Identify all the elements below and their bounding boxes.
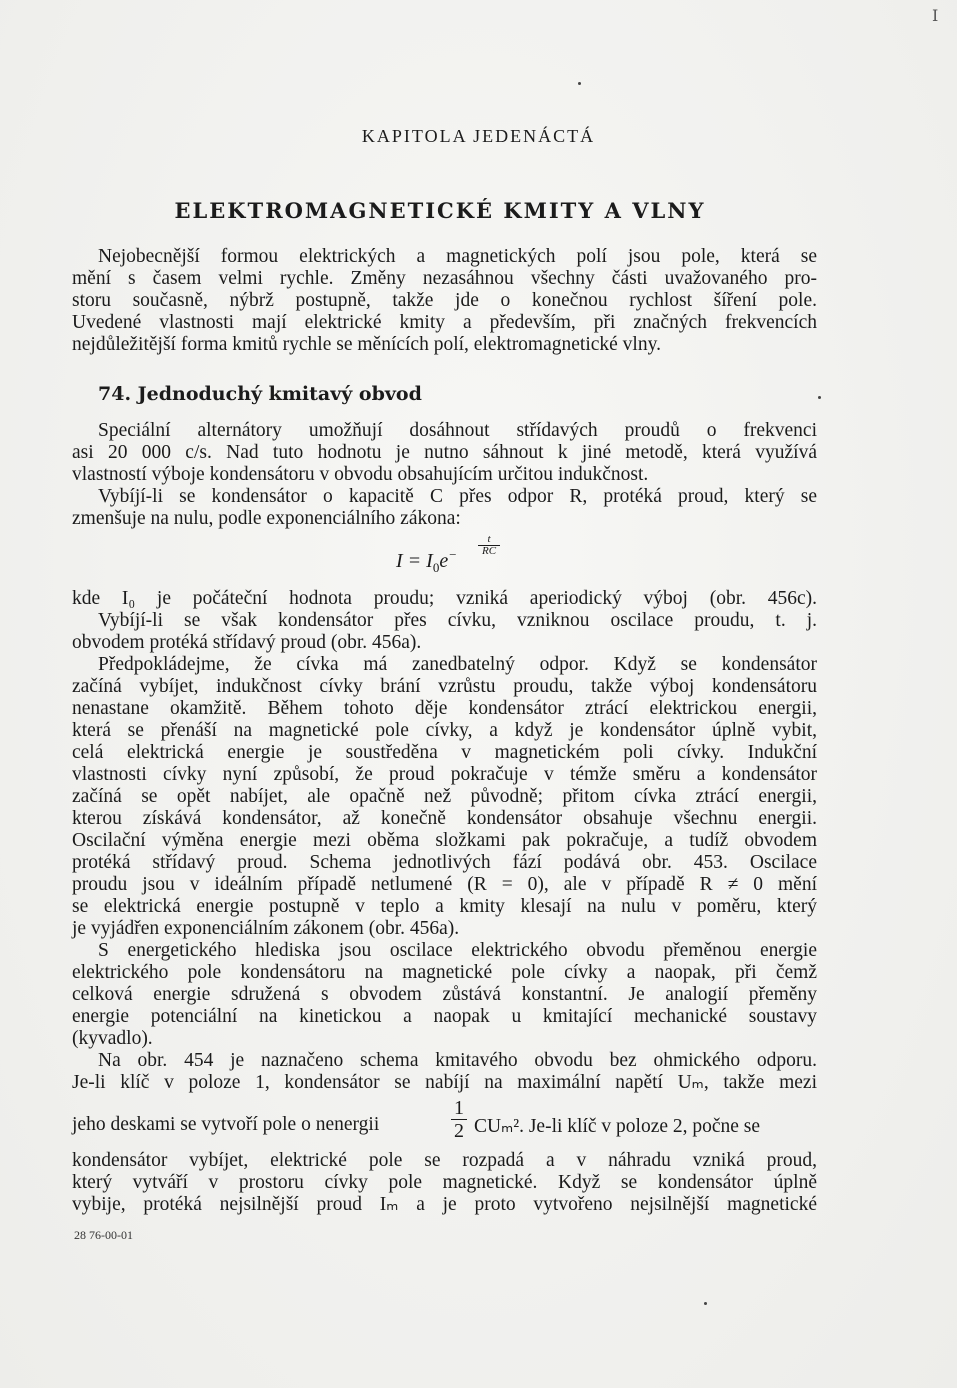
text-line: která se přenáší na magnetické pole cívky, a když je kondensátor úplně vybit, [72, 720, 817, 741]
formula-lhs: I = I [396, 550, 433, 572]
text-line: Oscilační výměna energie mezi oběma složkami pak pokračuje, a tudíž obvodem [72, 830, 817, 851]
text-line: obvodem protéká střídavý proud (obr. 456a). [72, 632, 422, 653]
section-heading: 74. Jednoduchý kmitavý obvod [98, 383, 422, 405]
text-line: který vytváří v prostoru cívky pole magnetické. Když se kondensátor úplně [72, 1172, 817, 1193]
energy-text-after: CUₘ². Je-li klíč v poloze 2, počne se [474, 1116, 761, 1137]
text-line: storu současně, nýbrž postupně, takže jde o konečnou rychlost šíření pole. [72, 290, 817, 311]
text-line: je vyjádřen exponenciálním zákonem (obr. 456a). [72, 918, 460, 939]
half-numerator: 1 [454, 1097, 464, 1119]
text-line: vlastností výboje kondensátoru v obvodu obsahujícím určitou indukčnost. [72, 464, 649, 485]
scan-speck [704, 1302, 707, 1305]
formula-base: e [439, 550, 449, 572]
text-line: proudu jsou v ideálním případě netlumené (R = 0), ale v případě R ≠ 0 mění [72, 874, 817, 895]
paragraph [72, 588, 817, 1094]
formula-numerator: t [487, 533, 491, 545]
text-line: Vybíjí-li se kondensátor o kapacitě C přes odpor R, protéká proud, který se [98, 486, 817, 507]
text-line: vybije, protéká nejsilnější proud Iₘ a je proto vytvořeno nejsilnější magnetické [72, 1194, 817, 1215]
text-line: kondensátor vybíjet, elektrické pole se rozpadá a v náhradu vzniká proud, [72, 1150, 817, 1171]
chapter-heading: KAPITOLA JEDENÁCTÁ [361, 126, 596, 146]
text-line: celá elektrická energie je soustředěna v magnetickém poli cívky. Indukční [72, 742, 817, 763]
text-line: celková energie sdružená s obvodem zůstává konstantní. Je analogií přeměny [72, 984, 817, 1005]
formula-denominator: RC [478, 545, 500, 557]
paragraph [72, 420, 817, 530]
text-line: mění s časem velmi rychle. Změny nezasáhnou všechny části uvažovaného pro- [72, 268, 817, 289]
formula-exponent-sign: − [448, 547, 457, 562]
paragraph [72, 1150, 817, 1216]
chapter-title: ELEKTROMAGNETICKÉ KMITY A VLNY [174, 198, 706, 223]
text-line: asi 20 000 c/s. Nad tuto hodnotu je nutno sáhnout k jiné metodě, která využívá [72, 442, 817, 463]
text-line: se elektrická energie postupně v teplo a kmity klesají na nulu v poměru, který [72, 896, 817, 917]
text-line: S energetického hlediska jsou oscilace elektrického obvodu přeměnou energie [98, 940, 817, 961]
half-fraction [451, 1097, 467, 1142]
text-line: kterou získává kondensátor, až konečně kondensátor obsahuje všechnu energii. [72, 808, 817, 829]
text-line: elektrického pole kondensátoru na magnetické pole cívky a naopak, při čemž [72, 962, 817, 983]
scan-speck [818, 396, 821, 399]
printer-mark: 28 76-00-01 [74, 1228, 133, 1242]
text-line: začíná se opět nabíjet, ale opačně než původně; přitom cívka ztrácí energii, [72, 786, 817, 807]
text-line: Vybíjí-li se však kondensátor přes cívku, vzniknou oscilace proudu, t. j. [98, 610, 817, 631]
text-line: Uvedené vlastnosti mají elektrické kmity a především, při značných frekvencích [72, 312, 817, 333]
text-line: vlastnosti cívky nyní způsobí, že proud pokračuje v témže směru a kondensátor [72, 764, 817, 785]
half-denominator: 2 [451, 1119, 467, 1142]
text-line: kde I₀ je počáteční hodnota proudu; vzniká aperiodický výboj (obr. 456c). [72, 588, 817, 609]
text-line: (kyvadlo). [72, 1028, 153, 1049]
text-line: protéká střídavý proud. Schema jednotlivých fází podává obr. 453. Oscilace [72, 852, 817, 873]
scan-speck [578, 82, 581, 85]
text-line: začíná vybíjet, indukčnost cívky brání vzrůstu proudu, takže výboj kondensátoru [72, 676, 817, 697]
formula-fraction [478, 534, 500, 557]
text-line: nenastane okamžitě. Během tohoto děje kondensátor ztrácí elektrickou energii, [72, 698, 817, 719]
text-line: energie potenciální na kinetickou a naopak u kmitající mechanické soustavy [72, 1006, 817, 1027]
text-line: Předpokládejme, že cívka má zanedbatelný odpor. Když se kondensátor [98, 654, 817, 675]
text-line: Na obr. 454 je naznačeno schema kmitavého obvodu bez ohmického odporu. [98, 1050, 817, 1071]
text-line: Speciální alternátory umožňují dosáhnout střídavých proudů o frekvenci [98, 420, 817, 441]
page-number: I [932, 6, 939, 25]
text-line: zmenšuje na nulu, podle exponenciálního zákona: [72, 508, 461, 529]
energy-text-before: jeho deskami se vytvoří pole o nenergii [72, 1114, 380, 1135]
intro-paragraph [72, 246, 817, 356]
text-line: Nejobecnější formou elektrických a magnetických polí jsou pole, která se [98, 246, 817, 267]
text-line: Je-li klíč v poloze 1, kondensátor se nabíjí na maximální napětí Uₘ, takže mezi [72, 1072, 817, 1093]
exponential-formula [396, 533, 497, 575]
energy-line [72, 1114, 817, 1136]
text-line: nejdůležitější forma kmitů rychle se měnících polí, elektromagnetické vlny. [72, 334, 661, 355]
formula-subscript: 0 [432, 560, 440, 575]
